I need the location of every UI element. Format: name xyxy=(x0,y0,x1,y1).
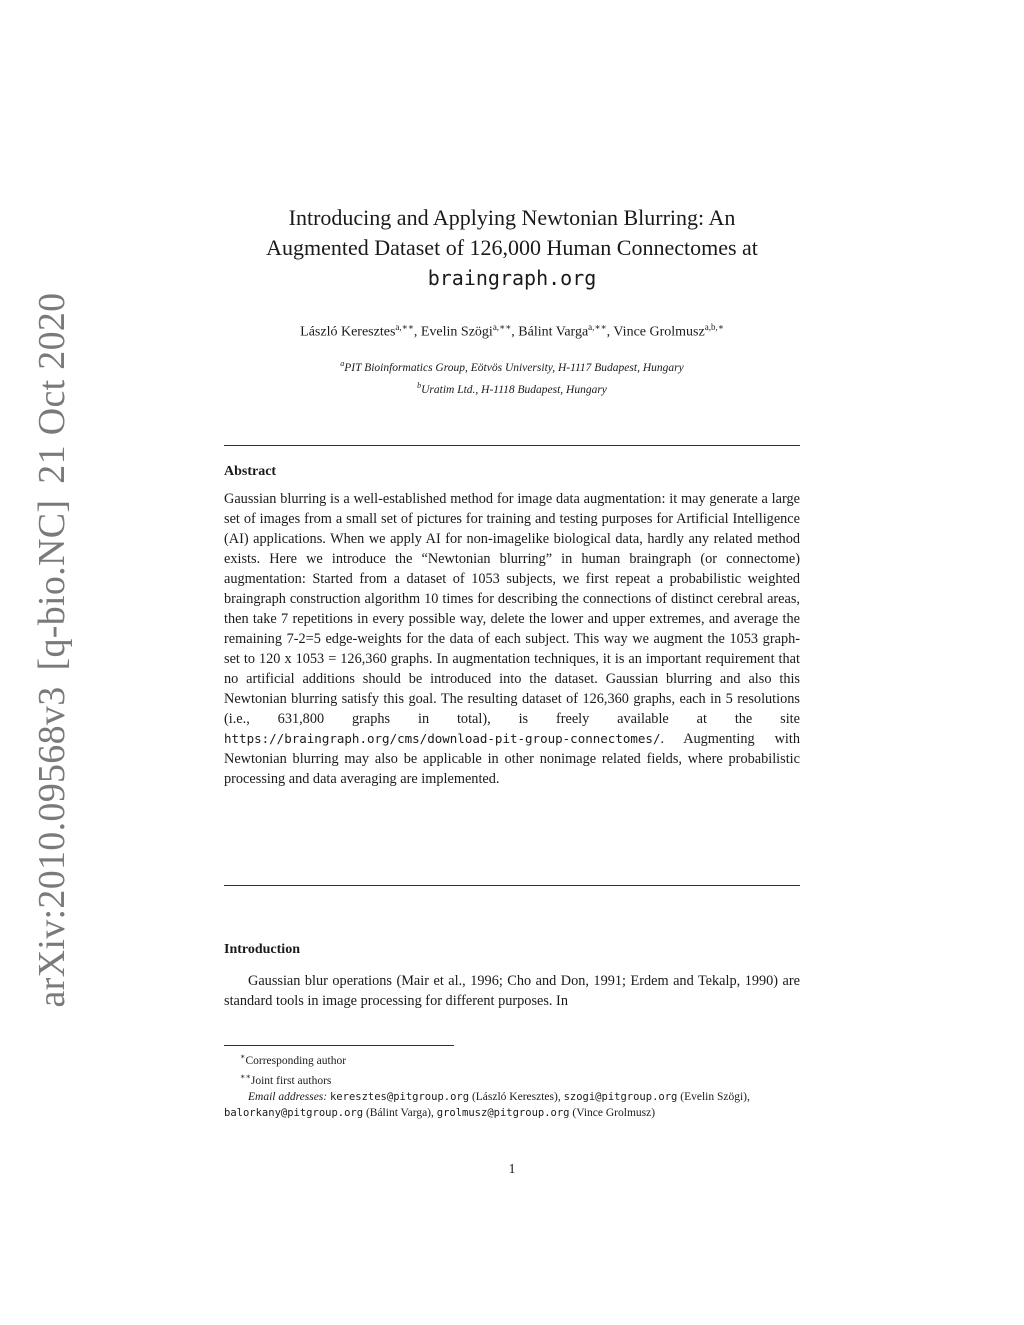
paper-title xyxy=(224,203,800,293)
email-owner: (Vince Grolmusz) xyxy=(572,1106,656,1119)
footnote-text: Corresponding author xyxy=(245,1054,347,1067)
author-list: László Keresztes$^{a,∗∗}$, Evelin Szögi$^{a,∗∗}$, Bálint Varga$^{a,∗∗}$, Vince Grolmusz$^{a,b,∗}$ xyxy=(300,322,724,340)
abstract-body-end: . Augmenting with Newtonian blurring may also be applicable in other nonimage related fields, where probabilistic processing and data averaging are implemented. xyxy=(224,731,800,787)
footnote-emails: Email addresses: keresztes@pitgroup.org (László Keresztes), szogi@pitgroup.org (Evelin Szögi), balorkany@pitgroup.org (Bálint Varga), grolmusz@pitgroup.org (Vince Grolmusz) xyxy=(224,1090,750,1119)
abstract-text xyxy=(224,489,800,789)
email-link[interactable]: keresztes@pitgroup.org xyxy=(329,1090,470,1103)
email-owner: (László Keresztes) xyxy=(471,1090,558,1103)
arxiv-id: arXiv:2010.09568v3 xyxy=(31,686,73,1008)
author-marks: a,∗∗ xyxy=(588,322,607,332)
dataset-url-link[interactable]: https://braingraph.org/cms/download-pit-group-connectomes/ xyxy=(224,731,661,746)
abstract-bottom-rule xyxy=(224,885,800,886)
affiliation-text: Uratim Ltd., H-1118 Budapest, Hungary xyxy=(421,383,607,396)
footnote-mark: ∗∗ xyxy=(240,1071,251,1081)
affiliation-mark: a xyxy=(340,359,345,368)
abstract-top-rule xyxy=(224,445,800,446)
author-name: Bálint Varga xyxy=(518,324,589,340)
affiliations xyxy=(224,355,800,399)
affiliation-text: PIT Bioinformatics Group, Eötvös University, H-1117 Budapest, Hungary xyxy=(344,361,684,374)
author-marks: a,∗∗ xyxy=(492,322,512,332)
title-line-2: Augmented Dataset of 126,000 Human Connectomes at xyxy=(266,235,758,260)
email-owner: (Bálint Varga) xyxy=(365,1106,431,1119)
title-site: braingraph.org xyxy=(427,266,597,290)
abstract-body: Gaussian blurring is a well-established method for image data augmentation: it may generate a large set of images from a small set of pictures for training and testing purposes for Artificial Intelligence (AI) applications. When we apply AI for non-imagelike biological data, hardly any related method exists. Here we introduce the “Newtonian blurring” in human braingraph (or connectome) augmentation: Started from a dataset of 1053 subjects, we first repeat a probabilistic weighted braingraph construction algorithm 10 times for describing the connections of distinct cerebral areas, then take 7 repetitions in every possible way, delete the lower and upper extremes, and average the remaining 7-2=5 edge-weights for the data of each subject. This way we augment the 1053 graph-set to 120 x 1053 = 126,360 graphs. In augmentation techniques, it is an important requirement that no artificial additions should be introduced into the dataset. Gaussian blurring and also this Newtonian blurring satisfy this goal. The resulting dataset of 126,360 graphs, each in 5 resolutions (i.e., 631,800 graphs in total), is freely available at the site xyxy=(224,491,800,727)
footnote-joint xyxy=(224,1069,800,1089)
title-line-1: Introducing and Applying Newtonian Blurring: An xyxy=(288,205,736,230)
author-name: László Keresztes xyxy=(300,324,396,340)
arxiv-date: 21 Oct 2020 xyxy=(31,292,73,484)
author-name: Vince Grolmusz xyxy=(613,324,705,340)
abstract-heading: Abstract xyxy=(224,464,277,479)
footnote-rule xyxy=(224,1045,454,1046)
email-link[interactable]: balorkany@pitgroup.org xyxy=(224,1106,364,1119)
affiliation-mark: b xyxy=(417,380,422,390)
introduction-heading: Introduction xyxy=(224,942,300,957)
email-link[interactable]: grolmusz@pitgroup.org xyxy=(436,1106,570,1119)
arxiv-stamp xyxy=(30,293,74,1008)
author-name: Evelin Szögi xyxy=(420,324,493,340)
introduction-text: Gaussian blur operations (Mair et al., 1996; Cho and Don, 1991; Erdem and Tekalp, 1990) are standard tools in image processing for different purposes. In xyxy=(224,973,800,1009)
affiliation xyxy=(224,355,800,377)
footnote-mark: ∗ xyxy=(240,1052,246,1061)
affiliation xyxy=(224,377,800,399)
footnotes xyxy=(224,1049,800,1121)
email-label: Email addresses: xyxy=(248,1090,328,1103)
email-link[interactable]: szogi@pitgroup.org xyxy=(563,1090,678,1103)
arxiv-category: [q-bio.NC] xyxy=(31,499,73,671)
footnote-text: Joint first authors xyxy=(250,1074,332,1087)
author-marks: a,∗∗ xyxy=(395,322,414,332)
page-number: 1 xyxy=(508,1162,516,1177)
email-owner: (Evelin Szögi) xyxy=(680,1090,747,1103)
footnote-corresponding xyxy=(224,1049,800,1069)
author-marks: a,b,∗ xyxy=(704,322,724,332)
